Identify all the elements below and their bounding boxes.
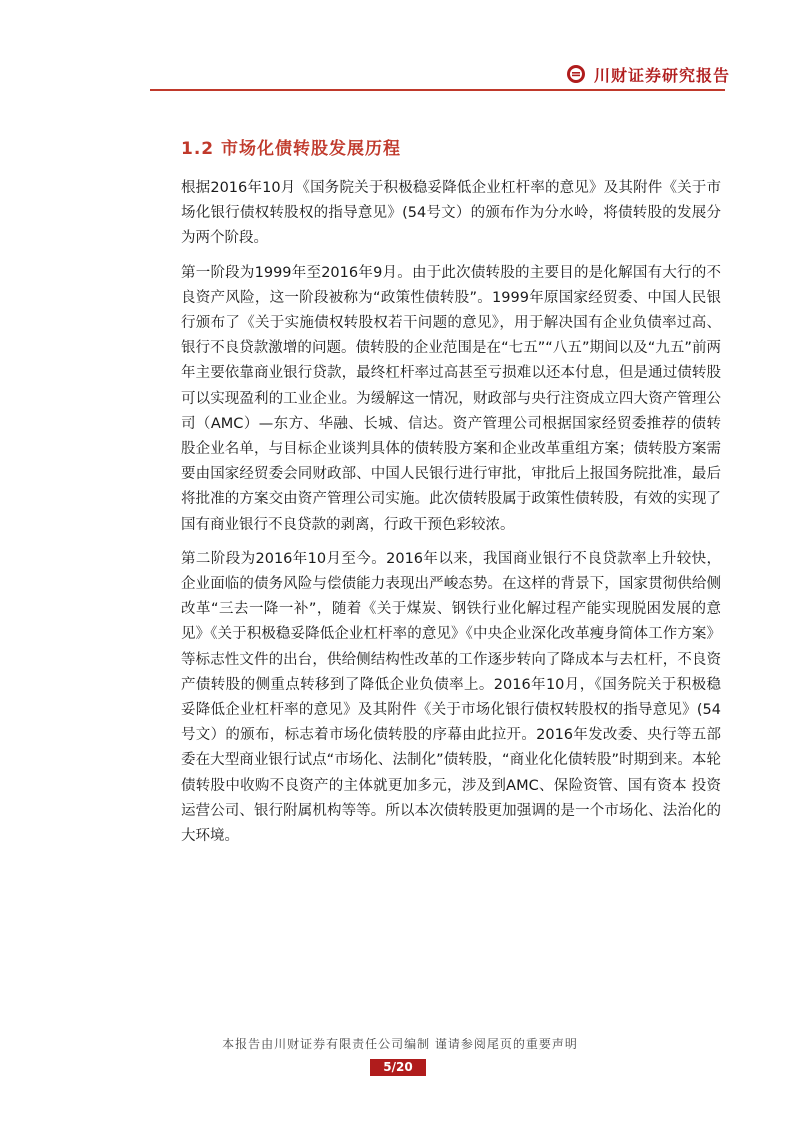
- brand-name: 川财证券研究报告: [594, 66, 731, 85]
- paragraph-intro: 根据2016年10月《国务院关于积极稳妥降低企业杠杆率的意见》及其附件《关于市场化银行债权转股权的指导意见》(54号文）的颁布作为分水岭，将债转股的发展分为两个阶段。: [181, 180, 721, 247]
- paragraph-stage-two: 第二阶段为2016年10月至今。2016年以来，我国商业银行不良贷款率上升较快，企业面临的债务风险与偿债能力表现出严峻态势。在这样的背景下，国家贯彻供给侧改革“三去一降一补”，随着《关于煤炭、钢铁行业化解过程产能实现脱困发展的意见》《关于积极稳妥降低企业杠杆率的意见》《中央企业深化改革瘦身简体工作方案》等标志性文件的出台，供给侧结构性改革的工作逐步转向了降成本与去杠杆，不良资产债转股的侧重点转移到了降低企业负债率上。2016年10月，《国务院关于积极稳妥降低企业杠杆率的意见》及其附件《关于市场化银行债权转股权的指导意见》(54号文）的颁布，标志着市场化债转股的序幕由此拉开。2016年发改委、央行等五部委在大型商业银行试点“市场化、法制化”债转股，“商业化化债转股”时期到来。本轮债转股中收购不良资产的主体就更加多元，涉及到AMC、保险资管、国有资本 投资运营公司、银行附属机构等等。所以本次债转股更加强调的是一个市场化、法治化的大环境。: [181, 550, 721, 845]
- section-title: 1.2 市场化债转股发展历程: [181, 139, 402, 159]
- paragraph-stage-one: 第一阶段为1999年至2016年9月。由于此次债转股的主要目的是化解国有大行的不良资产风险，这一阶段被称为“政策性债转股”。1999年原国家经贸委、中国人民银行颁布了《关于实施债权转股权若干问题的意见》，用于解决国有企业负债率过高、银行不良贷款激增的问题。债转股的企业范围是在“七五”“八五”期间以及“九五”前两年主要依靠商业银行贷款，最终杠杆率过高甚至亏损难以还本付息，但是通过债转股可以实现盈利的工业企业。为缓解这一情况，财政部与央行注资成立四大资产管理公司（AMC）—东方、华融、长城、信达。资产管理公司根据国家经贸委推荐的债转股企业名单，与目标企业谈判具体的债转股方案和企业改革重组方案；债转股方案需要由国家经贸委会同财政部、中国人民银行进行审批，审批后上报国务院批准，最后将批准的方案交由资产管理公司实施。此次债转股属于政策性债转股，有效的实现了国有商业银行不良贷款的剥离，行政干预色彩较浓。: [181, 264, 721, 533]
- logo-icon: [566, 64, 586, 84]
- page-number: 5/20: [370, 1059, 426, 1076]
- footer-disclaimer: 本报告由川财证券有限责任公司编制 谨请参阅尾页的重要声明: [222, 1037, 578, 1051]
- body-content: [181, 176, 721, 858]
- page-header: [0, 0, 800, 100]
- header-divider: [150, 89, 725, 91]
